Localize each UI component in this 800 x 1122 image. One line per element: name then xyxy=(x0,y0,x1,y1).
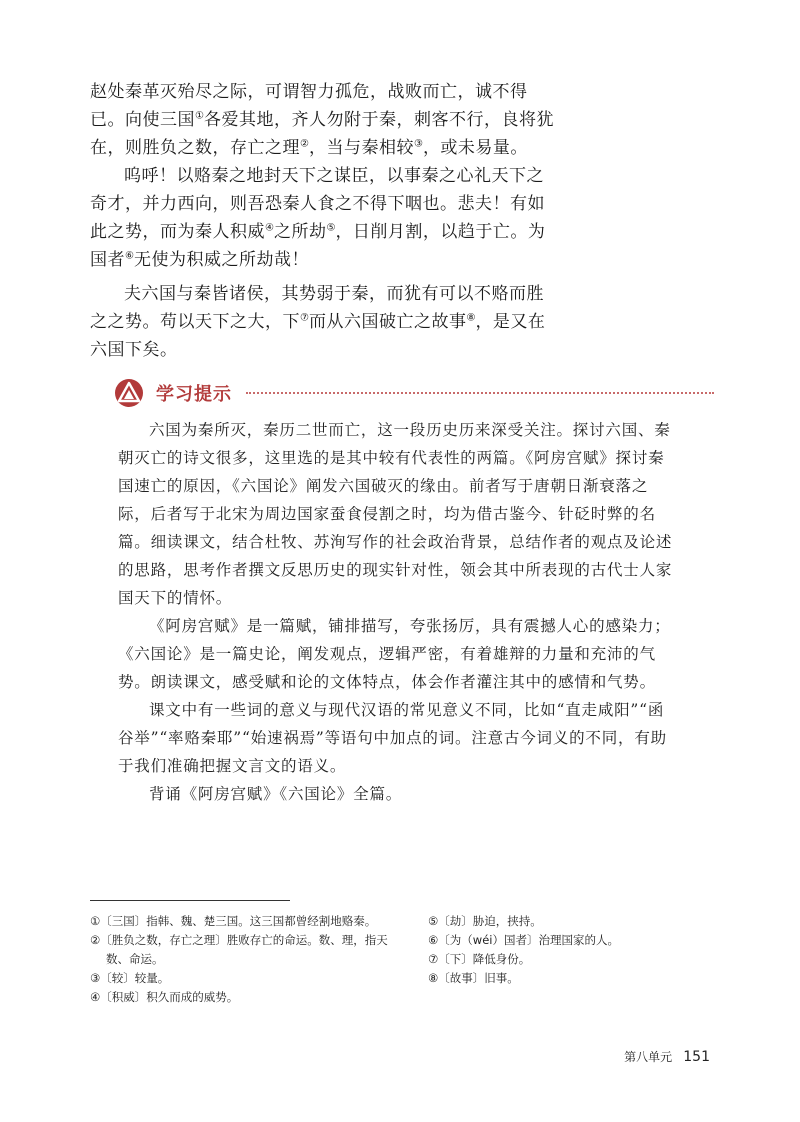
footnote-ref-8: ⑧ xyxy=(466,312,476,324)
page-footer xyxy=(624,1046,710,1065)
footnote-divider xyxy=(90,900,290,901)
paragraph-1: 赵处秦革灭殆尽之际，可谓智力孤危，战败而亡，诚不得已。向使三国①各爱其地，齐人勿附于秦，刺客不行，良将犹在，则胜负之数，存亡之理②，当与秦相较③，或未易量。 xyxy=(90,82,554,158)
footnotes-left-column xyxy=(90,912,400,1007)
footnote-item: ⑦〔下〕降低身份。 xyxy=(428,952,531,966)
paragraph-3: 夫六国与秦皆诸侯，其势弱于秦，而犹有可以不赂而胜之之势。苟以天下之大，下⑦而从六国破亡之故事⑧，是又在六国下矣。 xyxy=(90,284,546,360)
footnote-item: ②〔胜负之数，存亡之理〕胜败存亡的命运。数、理，指天数、命运。 xyxy=(90,933,388,966)
footnote-ref-4: ④ xyxy=(265,222,274,234)
footnote-item: ⑤〔劫〕胁迫，挟持。 xyxy=(428,914,542,928)
footnote-item: ③〔较〕较量。 xyxy=(90,971,170,985)
footnote-ref-1: ① xyxy=(195,110,204,122)
tips-paragraph: 《阿房宫赋》是一篇赋，铺排描写，夸张扬厉，具有震撼人心的感染力；《六国论》是一篇史论，阐发观点，逻辑严密，有着雄辩的力量和充沛的气势。朗读课文，感受赋和论的文体特点，体会作者灌注其中的感情和气势。 xyxy=(118,617,671,691)
paragraph-2: 呜呼！以赂秦之地封天下之谋臣，以事秦之心礼天下之奇才，并力西向，则吾恐秦人食之不得下咽也。悲夫！有如此之势，而为秦人积威④之所劫⑤，日削月割，以趋于亡。为国者⑥无使为积威之所劫哉！ xyxy=(90,166,546,270)
tips-paragraph: 课文中有一些词的意义与现代汉语的常见意义不同，比如“直走咸阳”“函谷举”“率赂秦耶”“始速祸焉”等语句中加点的词。注意古今词义的不同，有助于我们准确把握文言文的语义。 xyxy=(118,701,667,775)
main-text xyxy=(90,78,560,364)
footnote-item: ⑧〔故事〕旧事。 xyxy=(428,971,519,985)
footnote-item: ⑥〔为（wéi）国者〕治理国家的人。 xyxy=(428,933,619,947)
footnotes-right-column xyxy=(428,912,728,988)
footnote-item: ④〔积威〕积久而成的威势。 xyxy=(90,990,239,1004)
study-tips-body xyxy=(118,416,678,808)
footnote-ref-3: ③ xyxy=(413,138,423,150)
footnote-ref-7: ⑦ xyxy=(300,312,309,324)
study-tips-header xyxy=(114,378,714,408)
tips-paragraph: 六国为秦所灭，秦历二世而亡，这一段历史历来深受关注。探讨六国、秦朝灭亡的诗文很多，这里选的是其中较有代表性的两篇。《阿房宫赋》探讨秦国速亡的原因，《六国论》阐发六国破灭的缘由。前者写于唐朝日渐衰落之际，后者写于北宋为周边国家蚕食侵割之时，均为借古鉴今、针砭时弊的名篇。细读课文，结合杜牧、苏洵写作的社会政治背景，总结作者的观点及论述的思路，思考作者撰文反思历史的现实针对性，领会其中所表现的古代士人家国天下的情怀。 xyxy=(118,421,673,607)
tips-paragraph: 背诵《阿房宫赋》《六国论》全篇。 xyxy=(149,785,403,803)
footnote-item: ①〔三国〕指韩、魏、楚三国。这三国都曾经割地赂秦。 xyxy=(90,914,377,928)
unit-label: 第八单元 xyxy=(624,1050,673,1064)
dotted-divider xyxy=(246,392,714,394)
footnote-ref-6: ⑥ xyxy=(125,250,134,262)
footnote-ref-2: ② xyxy=(300,138,309,150)
study-tips-title: 学习提示 xyxy=(156,384,232,405)
footnote-ref-5: ⑤ xyxy=(326,222,336,234)
page-number: 151 xyxy=(683,1049,710,1065)
triangle-emblem-icon xyxy=(114,378,144,408)
